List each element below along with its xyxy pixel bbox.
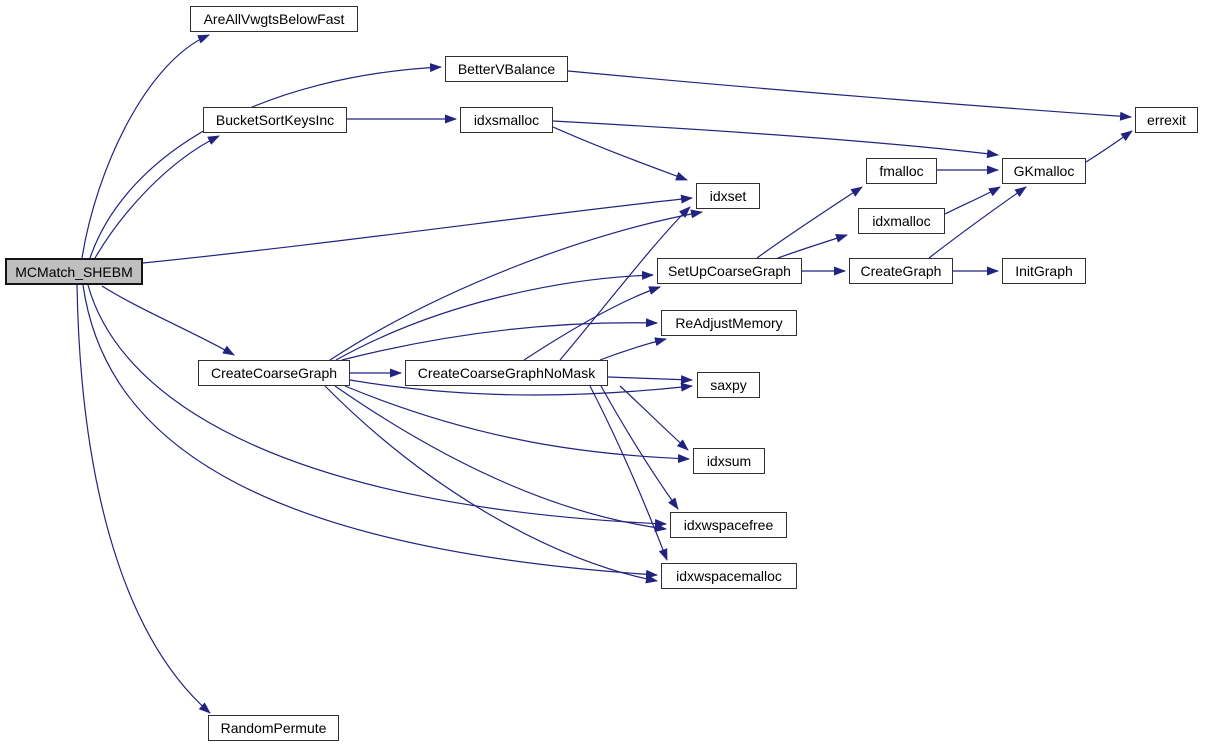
- edge-MCMatch_SHEBM-to-idxwspacefree: [88, 285, 666, 524]
- edge-CreateCoarseGraphNoMask-to-idxwspacemalloc: [590, 386, 667, 560]
- node-idxsmalloc[interactable]: idxsmalloc: [460, 107, 553, 133]
- node-fmalloc[interactable]: fmalloc: [866, 158, 937, 184]
- edge-CreateCoarseGraph-to-SetUpCoarseGraph: [336, 275, 653, 360]
- edge-MCMatch_SHEBM-to-BucketSortKeysInc: [95, 136, 219, 258]
- edge-CreateCoarseGraphNoMask-to-ReAdjustMemory: [600, 339, 666, 360]
- node-BucketSortKeysInc[interactable]: BucketSortKeysInc: [203, 107, 347, 133]
- edge-CreateCoarseGraph-to-idxwspacefree: [335, 386, 666, 529]
- edge-idxmalloc-to-GKmalloc: [945, 187, 1000, 214]
- node-idxsum[interactable]: idxsum: [693, 448, 765, 474]
- edge-CreateCoarseGraph-to-idxset: [330, 212, 702, 360]
- edge-CreateCoarseGraphNoMask-to-idxsum: [620, 386, 688, 450]
- edge-MCMatch_SHEBM-to-idxset: [143, 198, 692, 263]
- node-idxset[interactable]: idxset: [696, 183, 760, 209]
- node-saxpy[interactable]: saxpy: [697, 372, 760, 398]
- node-InitGraph[interactable]: InitGraph: [1002, 258, 1086, 284]
- node-MCMatch_SHEBM: MCMatch_SHEBM: [5, 258, 143, 285]
- edge-CreateCoarseGraphNoMask-to-saxpy: [608, 377, 692, 380]
- edge-idxsmalloc-to-GKmalloc: [553, 121, 998, 155]
- node-errexit[interactable]: errexit: [1135, 107, 1198, 133]
- node-idxwspacefree[interactable]: idxwspacefree: [670, 512, 787, 538]
- node-BetterVBalance[interactable]: BetterVBalance: [445, 56, 568, 82]
- edge-MCMatch_SHEBM-to-CreateCoarseGraph: [102, 286, 234, 355]
- node-SetUpCoarseGraph[interactable]: SetUpCoarseGraph: [657, 258, 802, 284]
- edge-BetterVBalance-to-errexit: [568, 71, 1131, 117]
- node-CreateGraph[interactable]: CreateGraph: [849, 258, 953, 284]
- node-AreAllVwgtsBelowFast[interactable]: AreAllVwgtsBelowFast: [190, 6, 358, 32]
- node-ReAdjustMemory[interactable]: ReAdjustMemory: [661, 310, 797, 336]
- node-idxwspacemalloc[interactable]: idxwspacemalloc: [661, 563, 797, 589]
- edge-CreateCoarseGraph-to-idxwspacemalloc: [325, 386, 657, 581]
- node-idxmalloc[interactable]: idxmalloc: [858, 208, 945, 234]
- edge-SetUpCoarseGraph-to-idxmalloc: [778, 235, 847, 258]
- node-CreateCoarseGraph[interactable]: CreateCoarseGraph: [198, 360, 350, 386]
- edge-MCMatch_SHEBM-to-BetterVBalance: [90, 67, 441, 258]
- edge-CreateCoarseGraph-to-ReAdjustMemory: [342, 323, 657, 360]
- edge-idxsmalloc-to-idxset: [553, 127, 687, 180]
- node-GKmalloc[interactable]: GKmalloc: [1002, 158, 1086, 184]
- node-CreateCoarseGraphNoMask[interactable]: CreateCoarseGraphNoMask: [405, 360, 608, 386]
- edge-MCMatch_SHEBM-to-RandomPermute: [77, 285, 210, 713]
- edge-MCMatch_SHEBM-to-AreAllVwgtsBelowFast: [82, 35, 209, 258]
- node-RandomPermute[interactable]: RandomPermute: [208, 715, 339, 741]
- edge-MCMatch_SHEBM-to-idxwspacemalloc: [83, 285, 657, 575]
- edge-GKmalloc-to-errexit: [1086, 131, 1132, 162]
